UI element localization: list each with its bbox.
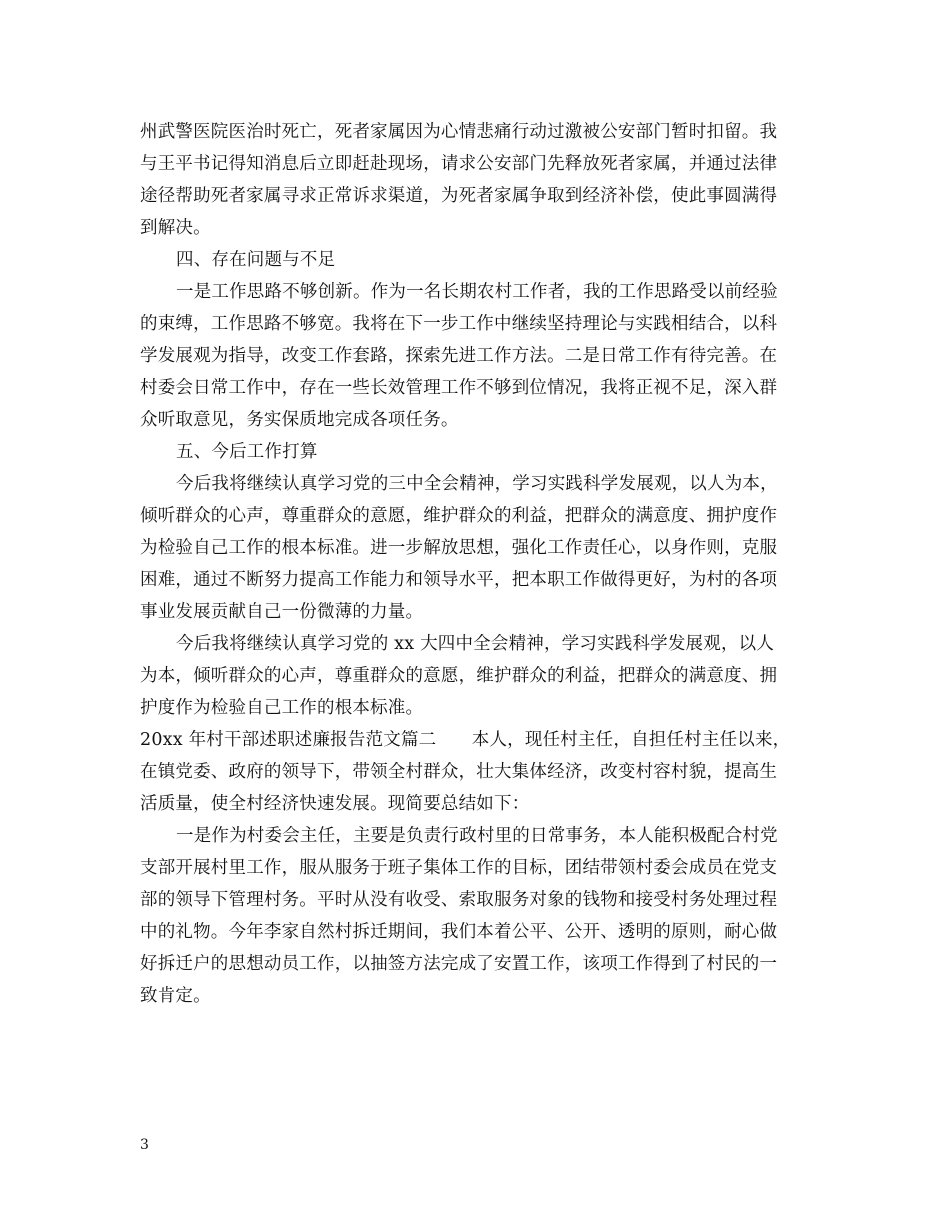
body-line: 学发展观为指导，改变工作套路，探索先进工作方法。二是日常工作有待完善。在 bbox=[140, 346, 778, 366]
body-line: 的束缚，工作思路不够宽。我将在下一步工作中继续坚持理论与实践相结合，以科 bbox=[140, 314, 778, 334]
document-body bbox=[140, 116, 834, 1012]
body-line: 活质量，使全村经济快速发展。现简要总结如下： bbox=[140, 794, 530, 814]
body-line: 护度作为检验自己工作的根本标准。 bbox=[140, 698, 424, 718]
body-line: 州武警医院医治时死亡，死者家属因为心情悲痛行动过激被公安部门暂时扣留。我 bbox=[140, 122, 778, 142]
section-heading: 五、今后工作打算 bbox=[176, 442, 318, 462]
body-line: 众听取意见，务实保质地完成各项任务。 bbox=[140, 410, 459, 430]
article-title-line: 20xx 年村干部述职述廉报告范文篇二 本人，现任村主任，自担任村主任以来， bbox=[140, 730, 791, 750]
body-line: 到解决。 bbox=[140, 218, 211, 238]
section-heading: 四、存在问题与不足 bbox=[176, 250, 336, 270]
body-line: 致肯定。 bbox=[140, 986, 211, 1006]
body-line: 困难，通过不断努力提高工作能力和领导水平，把本职工作做得更好，为村的各项 bbox=[140, 570, 778, 590]
body-line: 与王平书记得知消息后立即赶赴现场，请求公安部门先释放死者家属，并通过法律 bbox=[140, 154, 778, 174]
body-line: 村委会日常工作中，存在一些长效管理工作不够到位情况，我将正视不足，深入群 bbox=[140, 378, 778, 398]
body-line: 为检验自己工作的根本标准。进一步解放思想，强化工作责任心，以身作则，克服 bbox=[140, 538, 778, 558]
body-line: 为本，倾听群众的心声，尊重群众的意愿，维护群众的利益，把群众的满意度、拥 bbox=[140, 666, 778, 686]
body-line: 途径帮助死者家属寻求正常诉求渠道，为死者家属争取到经济补偿，使此事圆满得 bbox=[140, 186, 778, 206]
page-number: 3 bbox=[140, 1137, 149, 1153]
body-line: 事业发展贡献自己一份微薄的力量。 bbox=[140, 602, 424, 622]
body-line: 一是工作思路不够创新。作为一名长期农村工作者，我的工作思路受以前经验 bbox=[176, 282, 778, 302]
body-line: 倾听群众的心声，尊重群众的意愿，维护群众的利益，把群众的满意度、拥护度作 bbox=[140, 506, 778, 526]
body-line: 一是作为村委会主任，主要是负责行政村里的日常事务，本人能积极配合村党 bbox=[176, 826, 778, 846]
body-line: 部的领导下管理村务。平时从没有收受、索取服务对象的钱物和接受村务处理过程 bbox=[140, 890, 778, 910]
body-line: 好拆迁户的思想动员工作，以抽签方法完成了安置工作，该项工作得到了村民的一 bbox=[140, 954, 778, 974]
body-line: 支部开展村里工作，服从服务于班子集体工作的目标，团结带领村委会成员在党支 bbox=[140, 858, 778, 878]
body-line: 中的礼物。今年李家自然村拆迁期间，我们本着公平、公开、透明的原则，耐心做 bbox=[140, 922, 778, 942]
body-line: 在镇党委、政府的领导下，带领全村群众，壮大集体经济，改变村容村貌，提高生 bbox=[140, 762, 778, 782]
body-line: 今后我将继续认真学习党的 xx 大四中全会精神，学习实践科学发展观，以人 bbox=[176, 634, 775, 654]
body-line: 今后我将继续认真学习党的三中全会精神，学习实践科学发展观，以人为本， bbox=[176, 474, 778, 494]
